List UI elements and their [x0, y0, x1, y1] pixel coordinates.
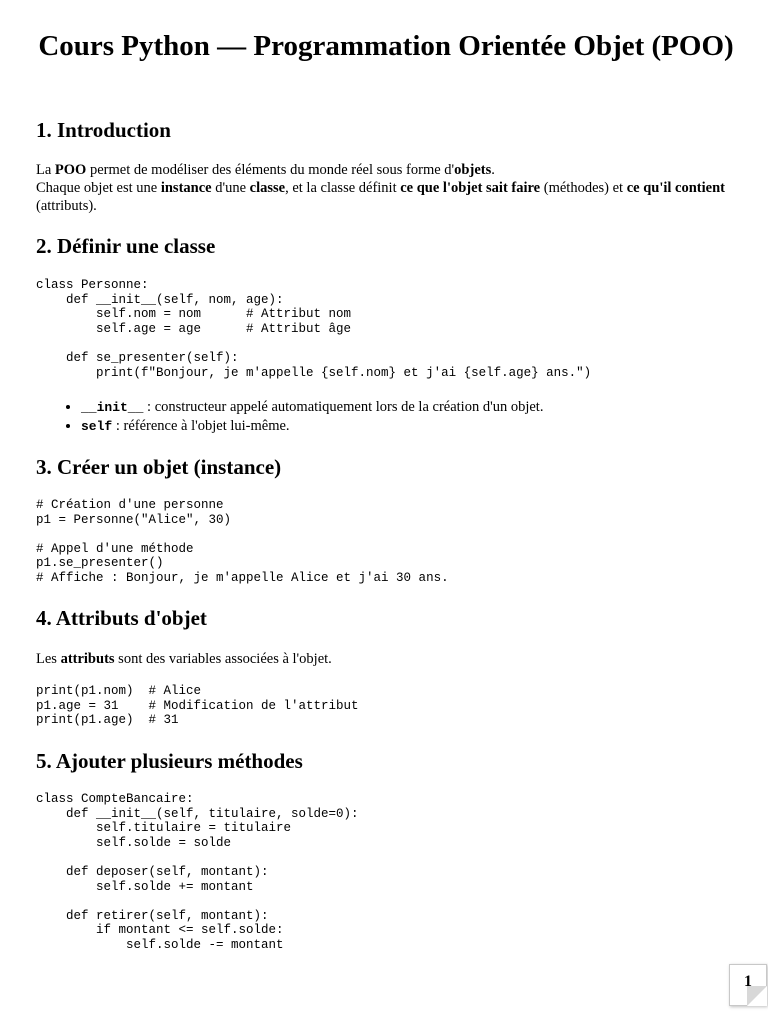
code-block: class Personne: def __init__(self, nom, age): self.nom = nom # Attribut nom self.age = age # Attribut âge def se_presenter(self): print(f"Bonjour, je m'appelle {self.nom} et j'ai {self.age} ans.")	[36, 278, 592, 380]
text-run: d'une	[211, 180, 250, 196]
page-number: 1	[744, 973, 752, 990]
bold-text: objets	[454, 162, 492, 178]
code-block: print(p1.nom) # Alice p1.age = 31 # Modification de l'attribut print(p1.age) # 31	[36, 684, 359, 728]
text-run: sont des variables associées à l'objet.	[114, 651, 332, 667]
bold-text: ce que l'objet sait faire	[400, 180, 541, 196]
list-item	[81, 398, 736, 417]
attributes-paragraph	[36, 650, 736, 668]
bullet-list	[36, 398, 736, 436]
bold-text: instance	[160, 180, 212, 196]
text-run: (méthodes) et	[540, 180, 627, 196]
section-introduction	[36, 117, 736, 215]
section-heading: 5. Ajouter plusieurs méthodes	[36, 749, 303, 773]
bold-text: ce qu'il contient	[626, 180, 725, 196]
code-block: # Création d'une personne p1 = Personne("Alice", 30) # Appel d'une méthode p1.se_presenter() # Affiche : Bonjour, je m'appelle Alice et j'ai 30 ans.	[36, 498, 449, 585]
section-object-attributes	[36, 605, 736, 728]
section-heading: 1. Introduction	[36, 118, 171, 142]
section-define-class	[36, 233, 736, 436]
code-block: class CompteBancaire: def __init__(self, titulaire, solde=0): self.titulaire = titulaire self.solde = solde def deposer(self, montant): self.solde += montant def retirer(self, montant): if montant <= self.solde: self.solde -= montant	[36, 792, 359, 952]
text-run: , et la classe définit	[285, 180, 401, 196]
text-run: permet de modéliser des éléments du monde réel sous forme d'	[86, 162, 455, 178]
section-create-object	[36, 454, 736, 586]
section-heading: 4. Attributs d'objet	[36, 606, 207, 630]
inline-code: __init__	[81, 400, 144, 416]
text-run: Les	[36, 651, 61, 667]
section-heading: 3. Créer un objet (instance)	[36, 455, 282, 479]
list-item	[81, 417, 736, 436]
list-item-text: : constructeur appelé automatiquement lors de la création d'un objet.	[143, 399, 544, 416]
bold-text: attributs	[60, 651, 115, 667]
inline-code: self	[81, 419, 113, 435]
bold-text: POO	[54, 162, 87, 178]
bold-text: classe	[249, 180, 286, 196]
section-multiple-methods	[36, 748, 736, 953]
page-fold-corner	[747, 986, 767, 1006]
text-run: .	[491, 162, 495, 178]
list-item-text: : référence à l'objet lui-même.	[112, 418, 290, 435]
intro-paragraph	[36, 161, 736, 215]
text-run: La	[36, 162, 55, 178]
text-run: Chaque objet est une	[36, 180, 161, 196]
page-number-badge	[729, 964, 767, 1006]
intro-line-2	[36, 180, 725, 214]
intro-line-1	[36, 162, 495, 178]
document-title: Cours Python — Programmation Orientée Objet (POO)	[38, 30, 734, 62]
text-run: (attributs).	[36, 198, 97, 214]
document-page	[36, 0, 736, 952]
section-heading: 2. Définir une classe	[36, 234, 216, 258]
